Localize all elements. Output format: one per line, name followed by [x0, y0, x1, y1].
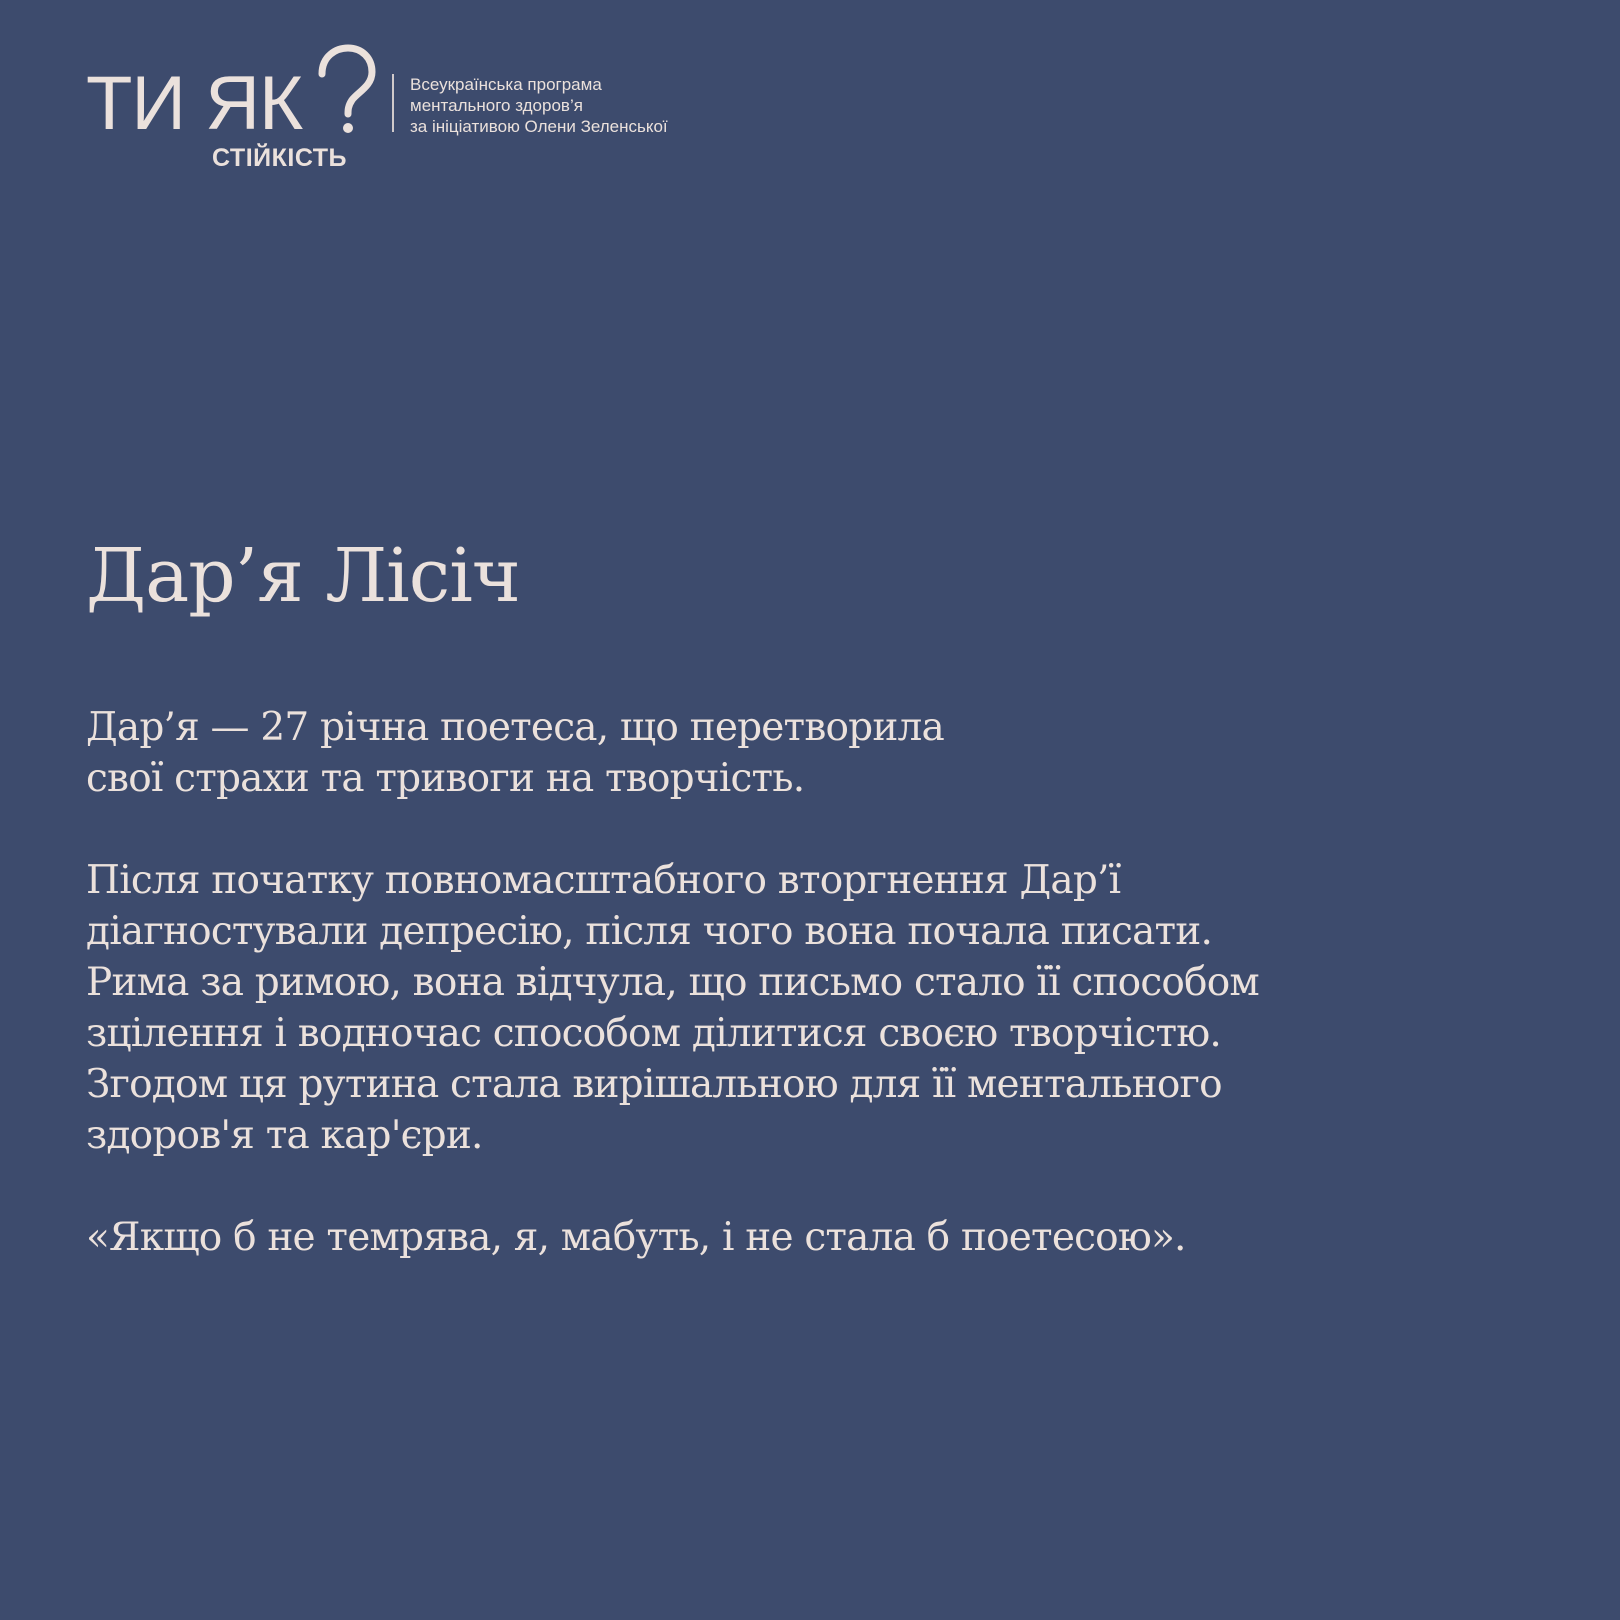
logo-tagline — [410, 74, 668, 137]
intro-paragraph — [86, 702, 1546, 804]
logo-subtitle: СТІЙКІСТЬ — [212, 144, 347, 172]
text-line: здоров'я та кар'єри. — [86, 1113, 483, 1158]
text-line: діагностували депресію, після чого вона почала писати. — [86, 909, 1213, 954]
text-line: Дар’я — 27 річна поетеса, що перетворила — [86, 705, 944, 750]
person-name-heading: Дар’я Лісіч — [86, 533, 520, 619]
text-line: Згодом ця рутина стала вирішальною для її ментального — [86, 1062, 1222, 1107]
story-paragraph — [86, 855, 1546, 1161]
logo-wordmark: ТИ ЯК — [86, 61, 303, 146]
logo-mark — [86, 44, 386, 174]
tagline-line: ментального здоров’я — [410, 96, 583, 115]
text-line: свої страхи та тривоги на творчість. — [86, 756, 805, 801]
text-line: Рима за римою, вона відчула, що письмо стало її способом — [86, 960, 1259, 1005]
story-body — [86, 702, 1546, 1314]
quote-line: «Якщо б не темрява, я, мабуть, і не стала б поетесою». — [86, 1215, 1186, 1260]
program-logo — [86, 44, 786, 184]
quote-paragraph — [86, 1212, 1546, 1263]
logo-divider — [392, 74, 394, 132]
question-mark-icon — [312, 44, 376, 134]
text-line: зцілення і водночас способом ділитися своєю творчістю. — [86, 1011, 1222, 1056]
tagline-line: Всеукраїнська програма — [410, 75, 602, 94]
text-line: Після початку повномасштабного вторгнення Дар’ї — [86, 858, 1121, 903]
tagline-line: за ініціативою Олени Зеленської — [410, 117, 668, 136]
